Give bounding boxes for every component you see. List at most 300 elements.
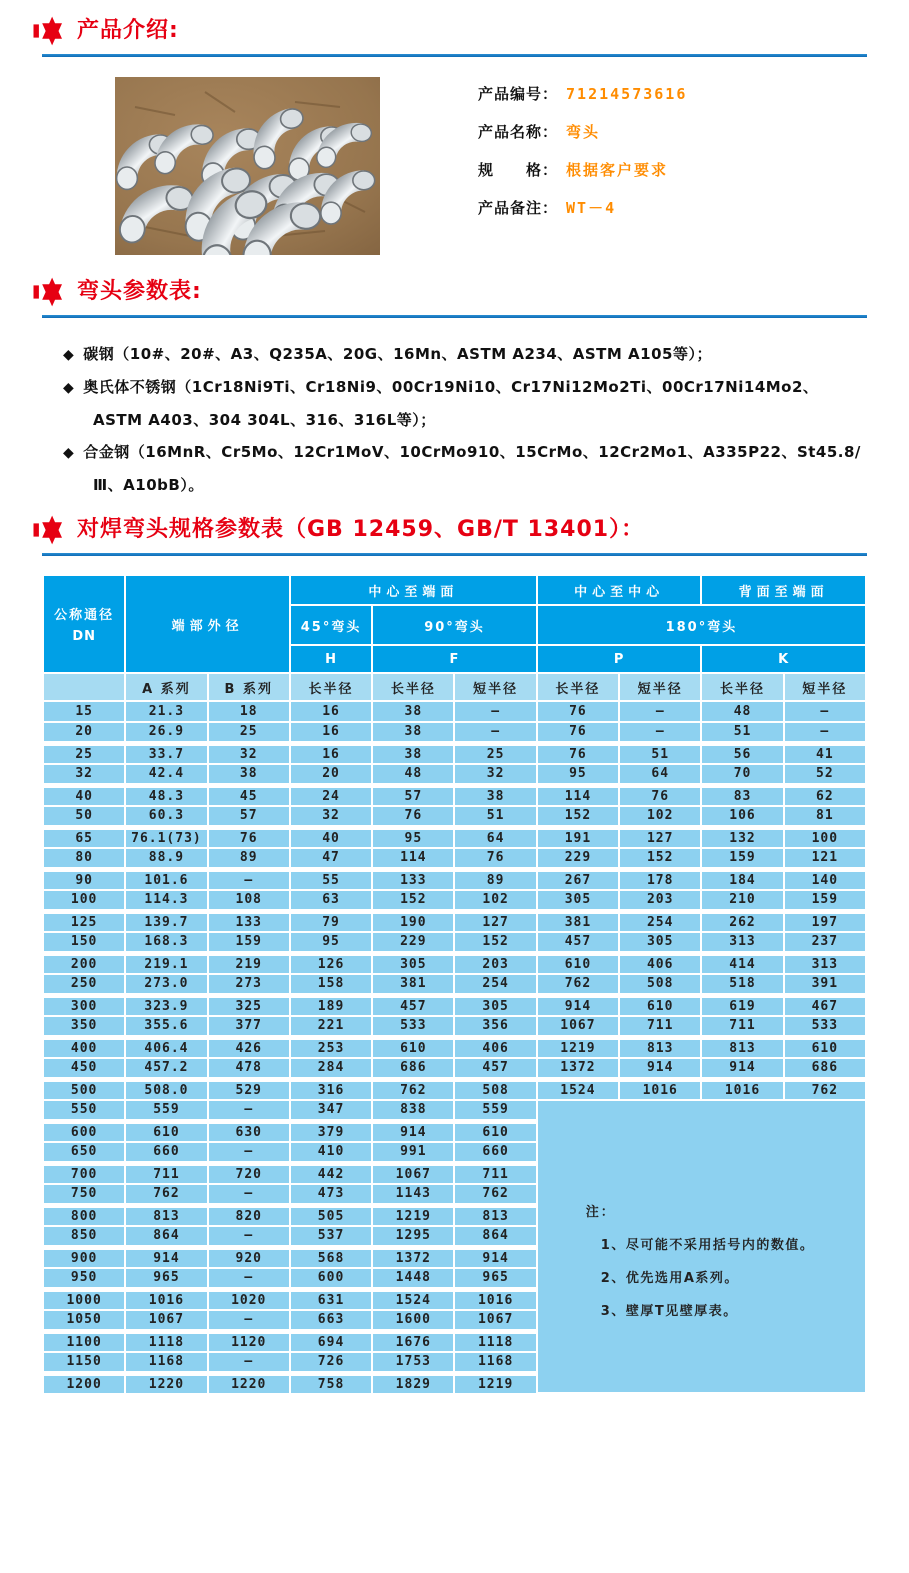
value-cell: 914	[125, 1247, 207, 1268]
value-cell: 1372	[372, 1247, 454, 1268]
product-field-remark	[478, 197, 687, 218]
value-cell: 76	[537, 701, 619, 722]
dn-cell: 32	[43, 764, 125, 785]
value-cell: 406.4	[125, 1037, 207, 1058]
value-cell: 106	[701, 806, 783, 827]
value-cell: —	[208, 1100, 290, 1121]
value-cell: 1676	[372, 1331, 454, 1352]
value-cell: 114	[372, 848, 454, 869]
value-cell: 102	[454, 890, 536, 911]
table-row	[43, 701, 866, 722]
value-cell: 126	[290, 953, 372, 974]
section-star-icon	[33, 16, 67, 46]
table-row	[43, 932, 866, 953]
table-row	[43, 743, 866, 764]
dn-cell: 1050	[43, 1310, 125, 1331]
subheader-long-radius: 长半径	[701, 673, 783, 701]
value-cell: 190	[372, 911, 454, 932]
value-cell: 610	[619, 995, 701, 1016]
value-cell: 686	[784, 1058, 866, 1079]
value-cell: 221	[290, 1016, 372, 1037]
product-field-name	[478, 121, 687, 142]
value-cell: 1524	[372, 1289, 454, 1310]
table-row	[43, 722, 866, 743]
value-cell: 76	[454, 848, 536, 869]
value-cell: 64	[454, 827, 536, 848]
value-cell: 410	[290, 1142, 372, 1163]
material-item	[63, 371, 864, 436]
col-header-center-to-center: 中心至中心	[537, 575, 702, 605]
material-text: 碳钢（10#、20#、A3、Q235A、20G、16Mn、ASTM A234、ASTM A105等）；	[83, 345, 712, 363]
dn-cell: 20	[43, 722, 125, 743]
dn-cell: 950	[43, 1268, 125, 1289]
section-spec-title: 对焊弯头规格参数表（GB 12459、GB/T 13401）：	[77, 517, 645, 542]
value-cell: 508.0	[125, 1079, 207, 1100]
value-cell: 1168	[454, 1352, 536, 1373]
value-cell: 1120	[208, 1331, 290, 1352]
diamond-bullet-icon: ◆	[63, 445, 75, 461]
value-cell: 101.6	[125, 869, 207, 890]
value-cell: 313	[784, 953, 866, 974]
value-cell: 178	[619, 869, 701, 890]
value-cell: 32	[290, 806, 372, 827]
value-cell: 518	[701, 974, 783, 995]
value-cell: 1067	[454, 1310, 536, 1331]
subheader-long-radius: 长半径	[290, 673, 372, 701]
subheader-series-a: A 系列	[125, 673, 207, 701]
table-row	[43, 890, 866, 911]
section-divider-line	[42, 553, 867, 556]
product-info-list	[478, 77, 687, 255]
material-text: 奥氏体不锈钢（1Cr18Ni9Ti、Cr18Ni9、00Cr19Ni10、Cr17Ni12Mo2Ti、00Cr17Ni14Mo2、ASTM A403、304 304L、316、316L等）；	[83, 378, 819, 429]
value-cell: 457	[454, 1058, 536, 1079]
value-cell: 191	[537, 827, 619, 848]
value-cell: 467	[784, 995, 866, 1016]
value-cell: 102	[619, 806, 701, 827]
dn-cell: 90	[43, 869, 125, 890]
value-cell: 262	[701, 911, 783, 932]
value-cell: 864	[125, 1226, 207, 1247]
value-cell: 152	[372, 890, 454, 911]
col-header-elbow-180: 180°弯头	[537, 605, 866, 645]
value-cell: 1524	[537, 1079, 619, 1100]
value-cell: 762	[454, 1184, 536, 1205]
value-cell: 694	[290, 1331, 372, 1352]
product-field-label: 规 格：	[478, 161, 559, 179]
value-cell: 26.9	[125, 722, 207, 743]
col-header-end-od: 端部外径	[125, 575, 290, 673]
table-row	[43, 953, 866, 974]
value-cell: 152	[619, 848, 701, 869]
value-cell: 1168	[125, 1352, 207, 1373]
value-cell: 630	[208, 1121, 290, 1142]
value-cell: 127	[619, 827, 701, 848]
value-cell: 273.0	[125, 974, 207, 995]
value-cell: 426	[208, 1037, 290, 1058]
value-cell: 965	[125, 1268, 207, 1289]
value-cell: 203	[619, 890, 701, 911]
value-cell: 478	[208, 1058, 290, 1079]
product-field-label: 产品备注：	[478, 199, 559, 217]
value-cell: 18	[208, 701, 290, 722]
value-cell: 159	[784, 890, 866, 911]
dn-cell: 1100	[43, 1331, 125, 1352]
value-cell: 89	[454, 869, 536, 890]
value-cell: 762	[125, 1184, 207, 1205]
table-row	[43, 974, 866, 995]
value-cell: 305	[372, 953, 454, 974]
value-cell: 25	[454, 743, 536, 764]
material-item	[63, 338, 864, 371]
value-cell: 305	[619, 932, 701, 953]
col-header-sym-k: K	[701, 645, 866, 673]
table-row	[43, 1058, 866, 1079]
value-cell: 1067	[537, 1016, 619, 1037]
value-cell: 381	[372, 974, 454, 995]
section-spec-header	[33, 501, 909, 545]
value-cell: 1219	[372, 1205, 454, 1226]
dn-cell: 800	[43, 1205, 125, 1226]
value-cell: 377	[208, 1016, 290, 1037]
value-cell: 711	[619, 1016, 701, 1037]
value-cell: 686	[372, 1058, 454, 1079]
value-cell: 108	[208, 890, 290, 911]
value-cell: 60.3	[125, 806, 207, 827]
value-cell: 1016	[619, 1079, 701, 1100]
value-cell: 762	[537, 974, 619, 995]
value-cell: —	[454, 722, 536, 743]
product-photo[interactable]	[115, 77, 380, 255]
value-cell: 62	[784, 785, 866, 806]
value-cell: 726	[290, 1352, 372, 1373]
value-cell: 139.7	[125, 911, 207, 932]
value-cell: 457.2	[125, 1058, 207, 1079]
value-cell: 406	[454, 1037, 536, 1058]
value-cell: 1118	[125, 1331, 207, 1352]
dn-cell: 500	[43, 1079, 125, 1100]
value-cell: 631	[290, 1289, 372, 1310]
value-cell: 619	[701, 995, 783, 1016]
value-cell: 132	[701, 827, 783, 848]
dn-cell: 1150	[43, 1352, 125, 1373]
value-cell: —	[208, 1142, 290, 1163]
value-cell: 660	[454, 1142, 536, 1163]
value-cell: 83	[701, 785, 783, 806]
value-cell: 76.1(73)	[125, 827, 207, 848]
dn-cell: 65	[43, 827, 125, 848]
value-cell: 610	[125, 1121, 207, 1142]
diamond-bullet-icon: ◆	[63, 380, 75, 396]
value-cell: 47	[290, 848, 372, 869]
value-cell: 48	[372, 764, 454, 785]
dn-cell: 750	[43, 1184, 125, 1205]
value-cell: 24	[290, 785, 372, 806]
value-cell: 57	[372, 785, 454, 806]
dn-cell: 1200	[43, 1373, 125, 1394]
value-cell: 610	[537, 953, 619, 974]
value-cell: 79	[290, 911, 372, 932]
table-notes-cell	[537, 1100, 866, 1394]
value-cell: 610	[372, 1037, 454, 1058]
value-cell: 55	[290, 869, 372, 890]
value-cell: 406	[619, 953, 701, 974]
value-cell: 51	[454, 806, 536, 827]
value-cell: 38	[208, 764, 290, 785]
value-cell: 38	[372, 743, 454, 764]
value-cell: 1220	[208, 1373, 290, 1394]
value-cell: 133	[372, 869, 454, 890]
dn-cell: 600	[43, 1121, 125, 1142]
dn-cell: 550	[43, 1100, 125, 1121]
value-cell: 76	[372, 806, 454, 827]
value-cell: 76	[619, 785, 701, 806]
value-cell: 1448	[372, 1268, 454, 1289]
product-field-label: 产品编号：	[478, 85, 559, 103]
value-cell: 505	[290, 1205, 372, 1226]
table-row	[43, 911, 866, 932]
product-field-value: WT－4	[566, 199, 617, 217]
value-cell: 914	[619, 1058, 701, 1079]
value-cell: 114.3	[125, 890, 207, 911]
subheader-long-radius: 长半径	[537, 673, 619, 701]
section-intro-title: 产品介绍:	[77, 18, 179, 43]
section-divider-line	[42, 54, 867, 57]
value-cell: 379	[290, 1121, 372, 1142]
value-cell: —	[208, 869, 290, 890]
value-cell: 991	[372, 1142, 454, 1163]
section-intro-header	[33, 0, 909, 46]
value-cell: 253	[290, 1037, 372, 1058]
dn-cell: 150	[43, 932, 125, 953]
value-cell: 529	[208, 1079, 290, 1100]
value-cell: 1016	[454, 1289, 536, 1310]
value-cell: 442	[290, 1163, 372, 1184]
value-cell: 48.3	[125, 785, 207, 806]
value-cell: —	[619, 701, 701, 722]
product-field-value: 弯头	[566, 123, 601, 141]
value-cell: 114	[537, 785, 619, 806]
table-row	[43, 869, 866, 890]
subheader-short-radius: 短半径	[619, 673, 701, 701]
value-cell: 95	[372, 827, 454, 848]
value-cell: 533	[784, 1016, 866, 1037]
value-cell: 56	[701, 743, 783, 764]
dn-cell: 900	[43, 1247, 125, 1268]
value-cell: 76	[537, 743, 619, 764]
value-cell: 203	[454, 953, 536, 974]
dn-cell: 350	[43, 1016, 125, 1037]
value-cell: 533	[372, 1016, 454, 1037]
value-cell: 1220	[125, 1373, 207, 1394]
col-header-sym-h: H	[290, 645, 372, 673]
value-cell: 838	[372, 1100, 454, 1121]
value-cell: 152	[454, 932, 536, 953]
value-cell: 42.4	[125, 764, 207, 785]
spec-table	[42, 574, 867, 1397]
value-cell: 267	[537, 869, 619, 890]
notes-title: 注：	[585, 1205, 616, 1220]
value-cell: 965	[454, 1268, 536, 1289]
value-cell: 229	[372, 932, 454, 953]
value-cell: 313	[701, 932, 783, 953]
value-cell: 38	[372, 701, 454, 722]
col-header-sym-f: F	[372, 645, 537, 673]
notes-item: 1、尽可能不采用括号内的数值。	[600, 1238, 815, 1253]
value-cell: 219.1	[125, 953, 207, 974]
value-cell: 32	[208, 743, 290, 764]
value-cell: 48	[701, 701, 783, 722]
value-cell: —	[208, 1184, 290, 1205]
value-cell: 1016	[125, 1289, 207, 1310]
value-cell: 51	[701, 722, 783, 743]
materials-list	[63, 338, 864, 501]
value-cell: —	[208, 1226, 290, 1247]
value-cell: 25	[208, 722, 290, 743]
value-cell: 33.7	[125, 743, 207, 764]
value-cell: 914	[454, 1247, 536, 1268]
value-cell: 1372	[537, 1058, 619, 1079]
value-cell: 237	[784, 932, 866, 953]
product-field-code	[478, 83, 687, 104]
value-cell: 1067	[125, 1310, 207, 1331]
value-cell: 711	[701, 1016, 783, 1037]
subheader-series-b: B 系列	[208, 673, 290, 701]
value-cell: 76	[537, 722, 619, 743]
table-row	[43, 1037, 866, 1058]
dn-cell: 650	[43, 1142, 125, 1163]
section-star-icon	[33, 515, 67, 545]
value-cell: 16	[290, 701, 372, 722]
value-cell: 40	[290, 827, 372, 848]
value-cell: 197	[784, 911, 866, 932]
value-cell: 914	[701, 1058, 783, 1079]
value-cell: 210	[701, 890, 783, 911]
dn-cell: 250	[43, 974, 125, 995]
value-cell: 159	[208, 932, 290, 953]
value-cell: 508	[454, 1079, 536, 1100]
notes-item: 3、壁厚T见壁厚表。	[600, 1304, 738, 1319]
spec-table-body	[43, 701, 866, 1394]
value-cell: 1020	[208, 1289, 290, 1310]
dn-cell: 80	[43, 848, 125, 869]
dn-cell: 700	[43, 1163, 125, 1184]
value-cell: 508	[619, 974, 701, 995]
table-row	[43, 1016, 866, 1037]
value-cell: 254	[619, 911, 701, 932]
value-cell: 38	[454, 785, 536, 806]
value-cell: 21.3	[125, 701, 207, 722]
value-cell: —	[208, 1268, 290, 1289]
dn-cell: 850	[43, 1226, 125, 1247]
value-cell: 89	[208, 848, 290, 869]
diamond-bullet-icon: ◆	[63, 347, 75, 363]
dn-cell: 40	[43, 785, 125, 806]
dn-cell: 200	[43, 953, 125, 974]
value-cell: 473	[290, 1184, 372, 1205]
value-cell: 537	[290, 1226, 372, 1247]
value-cell: 133	[208, 911, 290, 932]
value-cell: —	[208, 1310, 290, 1331]
dn-cell: 125	[43, 911, 125, 932]
value-cell: 305	[537, 890, 619, 911]
value-cell: 189	[290, 995, 372, 1016]
value-cell: 76	[208, 827, 290, 848]
value-cell: 610	[784, 1037, 866, 1058]
value-cell: 184	[701, 869, 783, 890]
value-cell: 568	[290, 1247, 372, 1268]
value-cell: 559	[454, 1100, 536, 1121]
value-cell: 159	[701, 848, 783, 869]
value-cell: 1753	[372, 1352, 454, 1373]
value-cell: 32	[454, 764, 536, 785]
value-cell: 158	[290, 974, 372, 995]
table-row	[43, 764, 866, 785]
subheader-long-radius: 长半径	[372, 673, 454, 701]
value-cell: 284	[290, 1058, 372, 1079]
value-cell: 121	[784, 848, 866, 869]
value-cell: 820	[208, 1205, 290, 1226]
table-row	[43, 848, 866, 869]
value-cell: 140	[784, 869, 866, 890]
dn-cell: 300	[43, 995, 125, 1016]
value-cell: 864	[454, 1226, 536, 1247]
value-cell: 254	[454, 974, 536, 995]
value-cell: 914	[537, 995, 619, 1016]
value-cell: 152	[537, 806, 619, 827]
value-cell: 813	[701, 1037, 783, 1058]
dn-cell: 1000	[43, 1289, 125, 1310]
col-header-elbow-45: 45°弯头	[290, 605, 372, 645]
value-cell: 762	[372, 1079, 454, 1100]
value-cell: 1219	[454, 1373, 536, 1394]
value-cell: 1118	[454, 1331, 536, 1352]
value-cell: 1829	[372, 1373, 454, 1394]
value-cell: 711	[125, 1163, 207, 1184]
dn-cell: 50	[43, 806, 125, 827]
value-cell: 762	[784, 1079, 866, 1100]
value-cell: —	[784, 701, 866, 722]
value-cell: 813	[619, 1037, 701, 1058]
section-divider-line	[42, 315, 867, 318]
value-cell: 610	[454, 1121, 536, 1142]
value-cell: 168.3	[125, 932, 207, 953]
value-cell: 813	[454, 1205, 536, 1226]
value-cell: 52	[784, 764, 866, 785]
table-row	[43, 806, 866, 827]
value-cell: 1219	[537, 1037, 619, 1058]
value-cell: 38	[372, 722, 454, 743]
value-cell: 1295	[372, 1226, 454, 1247]
value-cell: 316	[290, 1079, 372, 1100]
section-params-header	[33, 255, 909, 307]
value-cell: 95	[537, 764, 619, 785]
value-cell: 660	[125, 1142, 207, 1163]
material-item	[63, 436, 864, 501]
dn-cell: 25	[43, 743, 125, 764]
value-cell: 16	[290, 743, 372, 764]
value-cell: 70	[701, 764, 783, 785]
value-cell: 20	[290, 764, 372, 785]
section-params-title: 弯头参数表:	[77, 279, 202, 304]
value-cell: 663	[290, 1310, 372, 1331]
value-cell: 914	[372, 1121, 454, 1142]
value-cell: 1143	[372, 1184, 454, 1205]
table-row	[43, 1079, 866, 1100]
table-row	[43, 995, 866, 1016]
dn-cell: 15	[43, 701, 125, 722]
product-field-label: 产品名称：	[478, 123, 559, 141]
subheader-spacer	[43, 673, 125, 701]
